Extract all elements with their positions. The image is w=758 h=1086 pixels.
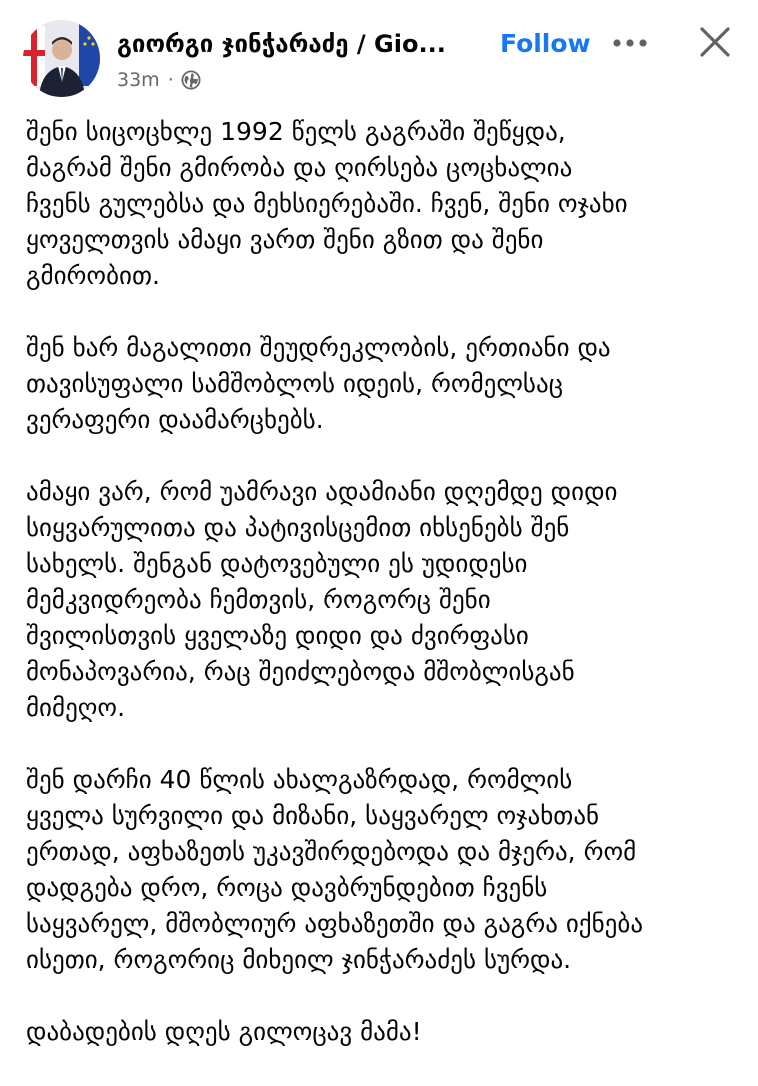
post-paragraph: დაბადების დღეს გილოცავ მამა! xyxy=(26,1017,422,1046)
close-icon[interactable] xyxy=(699,26,731,58)
follow-button[interactable]: Follow xyxy=(500,27,591,61)
timestamp[interactable]: 33m xyxy=(117,69,160,91)
meta-separator: · xyxy=(167,69,174,91)
avatar[interactable] xyxy=(23,20,100,97)
post-paragraph: შენ ხარ მაგალითი შეუდრეკლობის, ერთიანი და თავისუფალი სამშობლოს იდეის, რომელსაც ვერაფერი დაამარცხებს. xyxy=(26,333,611,434)
post-paragraph: ამაყი ვარ, რომ უამრავი ადამიანი დღემდე დიდი სიყვარულითა და პატივისცემით იხსენებს შენ სახელს. შენგან დატოვებული ეს უდიდესი მემკვიდრეობა ჩემთვის, როგორც შენი შვილისთვის ყველაზე დიდი და ძვირფასი მონაპოვარია, რაც შეიძლებოდა მშობლისგან მიმეღო. xyxy=(26,477,618,722)
globe-icon[interactable] xyxy=(181,70,201,90)
more-dots-icon[interactable] xyxy=(612,36,648,50)
post-meta xyxy=(117,67,201,93)
avatar-image xyxy=(23,20,100,97)
post-header xyxy=(0,0,758,110)
author-name[interactable]: გიორგი ჯინჭარაძე / Gio... xyxy=(117,30,446,58)
post-paragraph: შენი სიცოცხლე 1992 წელს გაგრაში შეწყდა, მაგრამ შენი გმირობა და ღირსება ცოცხალია ჩვენს გულებსა და მეხსიერებაში. ჩვენ, შენი ოჯახი ყოველთვის ამაყი ვართ შენი გზით და შენი გმირობით. xyxy=(26,117,628,290)
post-body xyxy=(26,114,746,1086)
post-paragraph: შენ დარჩი 40 წლის ახალგაზრდად, რომლის ყველა სურვილი და მიზანი, საყვარელ ოჯახთან ერთად, აფხაზეთს უკავშირდებოდა და მჯერა, რომ დადგება დრო, როცა დავბრუნდებით ჩვენს საყვარელ, მშობლიურ აფხაზეთში და გაგრა იქნება ისეთი, როგორიც მიხეილ ჯინჭარაძეს სურდა. xyxy=(26,765,644,974)
